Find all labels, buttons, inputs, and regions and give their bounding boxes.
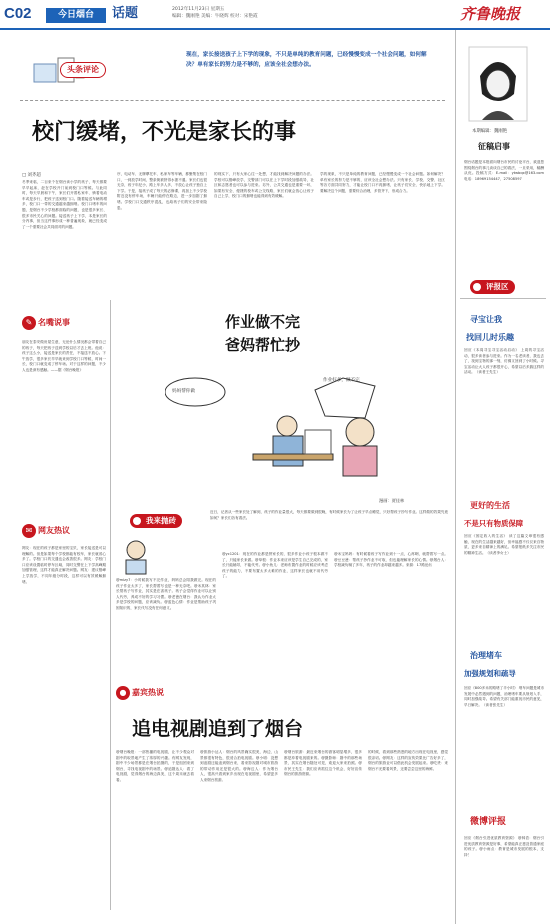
cartoon-title-line-1: 作业做不完	[225, 313, 301, 331]
main-article-col-1: 冬季来临，二百来个在烟台读小学的孩子，每天都要早早起床，赶在学校开门前到校门口等候。与此同时，每天早晨和下午，家长们开着私家车、骑着电动车或是步行，把孩子送到校门口。随着接送车辆的增多，校门口一带的交通越来越拥堵。校门口堵车的问题，是烟台不少学校都面临的问题，也是很多家长、很多市民关心的问题。接送孩子上下学，本是家长的分内事，但当这件事形成一种普遍现象，就已经变成了一个需要社会共同面对的问题。	[22, 180, 107, 229]
column-rule-sidebar	[455, 30, 456, 924]
section-tab: 今日烟台	[46, 8, 106, 23]
review-2-head-a: 更好的生活	[470, 501, 510, 510]
cartoon-credit: 漫画：贾佳林	[379, 498, 405, 503]
throw-illustration	[116, 536, 156, 576]
main-headline: 校门缓堵，不光是家长的事	[32, 120, 297, 145]
main-article-col-2: 序，电动车、无牌摩托车、私家车等车辆，都聚集在校门口，一到放学时间，整条街被挤得水泄不通。家长们也很无奈，孩子年纪小，路上车多人多，不放心让孩子独自上下学。于是，接孩子成了每天的必修课，再加上不少学校附近没有停车场，车辆只能停在路边，进一步加剧了拥堵。学校门口交通秩序混乱，也给孩子们的安全带来隐患。	[117, 172, 207, 210]
review-3-head-a: 治理堵车	[470, 651, 502, 660]
issue-date: 2012年11月23日 星期五	[172, 7, 225, 12]
newspaper-logo: 齐鲁晚报	[460, 5, 521, 23]
column-rule-left	[110, 300, 111, 910]
cartoon-speech-mom: 妈妈帮你做	[172, 389, 195, 394]
tv-col-2: @旅游小达人：烟台的风景确实很美，海边、山景都很有特色，很适合拍电视剧。@小明：没想到追剧还能追到烟台来，看来影视剧对城市旅游的带动作用还是很大的。@海边人：作为烟台人，很高兴看到家乡出现在电视剧里，希望更多人来烟台旅游。	[200, 750, 278, 782]
famous-say-text: 朋友在泰安做房屋生意，无论什么情况都会带着自己的孩子，每天把孩子送到学校以后才去上班。他说：孩子这么小，接送是家长的责任，不接送不放心。下午放学，很多家长早早就来到学校门口等候，时间一长，校门口就变成了停车场。对于这样的问题，不少人也是深有感触。——据《烟台晚报》	[22, 340, 106, 372]
throw-col-1: @mizy7：小时候我写不完作业，妈妈总会陪我做完。现在的孩子作业太多了，家长帮着写也是一种无奈吧。@米其林：家长帮孩子写作业，其实是在害孩子。孩子会觉得作业可以让别人代劳，养成不好的学习习惯。@老爸在烟台：我认为作业太多是学校的问题，应该减负。@蓝色心情：作业是帮助孩子巩固知识的，家长代写没有任何意义。	[116, 578, 216, 610]
sub-tag-netizen: ✉ 网友热议	[22, 524, 70, 538]
cartoon-drawing	[165, 360, 425, 480]
page-header	[0, 0, 550, 30]
contribute-text: 烟台话题是本报面向烟台市民的讨论平台，欢迎您围绕烟台的事儿谈谈自己的看法，一旦采用，稿酬从优。投稿方式：E-mail：ytwbqx@163.com 电话：18969154447、27508597	[464, 160, 544, 181]
lead-divider	[20, 100, 445, 101]
review-1-head-b: 找回儿时乐趣	[466, 333, 514, 342]
tv-col-4: 的时候，看到那些熟悉的地方出现在电视里，感觉很亲切。@网友：这样的宣传效果比广告好多了，烟台的旅游业可以借此机会发展起来。@吃货：来烟台不光要看风景，还要尝尝这里的海鲜。	[368, 750, 448, 771]
tv-headline: 追电视剧追到了烟台	[132, 718, 304, 740]
sub-tag-famous-say: ✎ 名嘴说事	[22, 316, 70, 330]
cartoon-caption: 近日，记者从一些家长处了解到，孩子的作业量很大，每天都要做到很晚，有时候家长为了让孩子早点睡觉，只好帮孩子抄写作业。这样做的效果究竟如何？家长们各有看法。	[210, 510, 448, 520]
main-byline: □ 刘齐超	[22, 173, 41, 178]
cartoon-speech-kid: 作业好多，做不完	[323, 378, 360, 383]
page-number: C02	[4, 5, 32, 22]
tv-col-3: @烟台旅游：最近来烟台的游客明显增多，很多都是冲着电视剧来的。@摄影师：剧中的那些场景，其实在烟台随处可见，欢迎大家来拍照。@市民王先生：我们应该抓住这个机会，好好宣传烟台的旅游资源。	[284, 750, 362, 777]
review-zone-rule	[460, 298, 546, 299]
main-article-col-4: 学的现象，不只是单纯的教育问题，已经慢慢变成一个社会问题。如何解决？单有家长的努力是不够的，应该全社会想办法。只有家长、学校、交警、社区等各方面共同努力，才能让校门口不再拥堵，让孩子们安全、快乐地上下学。要解决这个问题，需要综合治理，多管齐下，形成合力。	[320, 172, 445, 193]
chat-icon: ✉	[22, 524, 36, 538]
editor-credits: 编辑：魏刚艳 美编：牛晓辉 校对：宋艳霞	[172, 14, 258, 19]
netizen-text: 网友：现在的孩子都是家里的宝贝，家长接送是可以理解的。但是如果每个学校都能有校车，家长就省心多了。学校门口的交通也会改善很多。网友：学校门口应该设置临时停车区域，同时交警在上下学高峰期加强管理，这样才能真正解决问题。网友：建议错峰上学放学，不同年级分时段，这样可以有效缓解拥堵。	[22, 546, 106, 584]
lead-tag-badge: 头条评论	[60, 62, 106, 78]
throw-brick-badge: 我来抛砖	[130, 514, 182, 528]
cartoon-title-line-2: 爸妈帮忙抄	[225, 336, 301, 354]
review-3-head-b: 加强规划和疏导	[464, 669, 516, 678]
review-zone-badge: 评报区	[470, 280, 515, 294]
cartoon-panel	[115, 302, 450, 517]
review-4-head: 微博评报	[470, 817, 507, 827]
review-3-text: 回应《800多米的路堵了半小时》 堵车问题是城市发展中必然遇到的问题，治理堵车要从规划入手，同时加强疏导。希望有关部门能重视市民的意见，早日解决。（读者张先生）	[464, 686, 544, 707]
sub-tag-guest: ● 嘉宾热说	[116, 686, 164, 700]
review-1-head-a: 寻宝让我	[470, 315, 502, 324]
pen-icon: ✎	[22, 316, 36, 330]
throw-col-3: @米宝妈妈：有时候看孩子写作业到十一点，心疼啊，就帮着写一点。@豆豆爸：帮孩子抄作业不可取，但也能理解家长的心情。@烟台人：学校减负喊了多年，孩子的作业却越来越多。来源：17路论坛	[334, 552, 448, 568]
lead-quote: 现在，家长接送孩子上下学的现象，不只是单纯的教育问题，已经慢慢变成一个社会问题，如何解决？单有家长的努力是不够的，应该全社会想办法。	[186, 52, 427, 68]
throw-col-2: @yc1201：现在的作业都是拼家长的，很多作业小孩子根本做不了，只能家长来做。@草根：作业本来应该是学生自己完成的，家长只能辅导，不能代劳。@小鱼儿：老师布置作业的时候应该考虑孩子的能力，不要布置太多太难的作业，这样家长也就不用代劳了。	[222, 552, 328, 579]
thinking-person-icon	[116, 536, 156, 576]
review-2-head-b: 不是只有物质保障	[464, 519, 524, 528]
header-rule	[0, 28, 550, 30]
person-icon: ●	[116, 686, 130, 700]
tv-col-1: @烟台晚报：一部热播的电视剧，让不少观众对剧中的取景地产生了浓厚的兴趣。有网友发现，剧中不少场景都是在烟台拍摄的，于是组团来到烟台，寻找电视剧中的场景。@追剧达人：看了电视剧，觉得烟台的海边真美，这个周末就去看看。	[116, 750, 194, 782]
contribute-title: 征稿启事	[478, 142, 510, 151]
review-1-text: 回应《本周寻宝寻宝活动启动》 上周的寻宝活动，很多读者参与进来。作为一名老读者，我也去了，找到宝物的那一刻，仿佛又回到了小时候。寻宝活动让大人孩子都很开心，希望以后多搞这样的活动。（读者王先生）	[464, 348, 544, 375]
portrait-sketch	[468, 46, 528, 122]
editor-label: 本期编辑：魏刚艳	[472, 129, 508, 134]
header-meta	[172, 6, 258, 20]
section-name: 话题	[112, 6, 139, 21]
editor-portrait	[468, 46, 528, 122]
review-2-text: 回应《固定收入的生活》 读了这篇文章很有感触，现在的生活越来越好，但幸福感不仅仅来自物质，更多来自精神上的满足。希望报纸多关注市民的精神生活。（读者李女士）	[464, 534, 544, 555]
review-4-text: 回应《烟台引进优质教育资源》 @林语：烟台引进优质教育资源是好事，希望能真正惠及普通家庭的孩子。@小雨点：教育是城市发展的根本，支持！	[464, 836, 544, 857]
main-article-col-3: 的现实下，只有大家心往一处想，才能找到解决问题的办法。学校可以错峰放学，交警部门可以在上下学时段加强疏导，社区和志愿者也可以参与进来。另外，公共交通也是重要一环，如果有安全、便捷的校车或公交线路，家长们就会放心让孩子自己上学，校门口的拥堵也能得到有效缓解。	[214, 172, 314, 199]
